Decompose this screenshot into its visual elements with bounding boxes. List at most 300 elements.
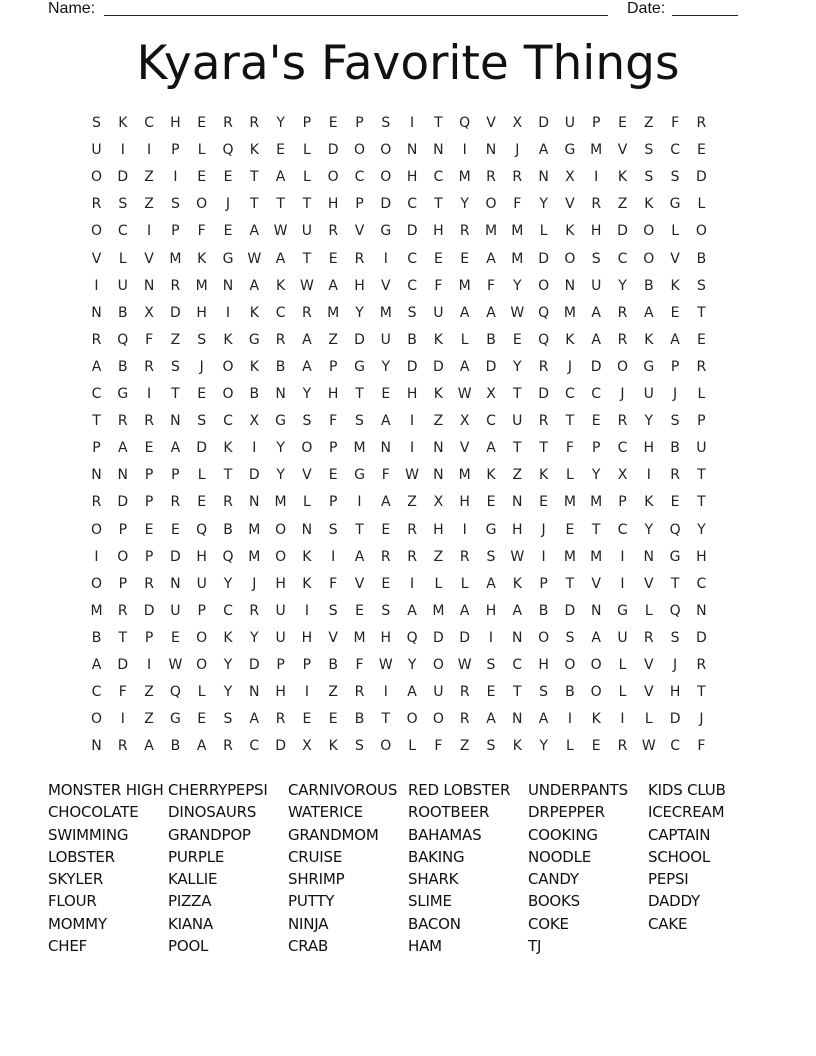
grid-letter[interactable]: R xyxy=(117,738,128,755)
grid-letter[interactable]: M xyxy=(458,169,471,186)
grid-letter[interactable]: B xyxy=(117,358,128,375)
grid-letter[interactable]: D xyxy=(538,250,549,267)
grid-letter[interactable]: P xyxy=(328,494,338,511)
grid-letter[interactable]: D xyxy=(248,467,260,484)
grid-letter[interactable]: C xyxy=(512,657,523,673)
grid-letter[interactable]: O xyxy=(380,169,392,186)
grid-letter[interactable]: D xyxy=(564,602,576,619)
grid-letter[interactable]: Y xyxy=(539,196,548,213)
grid-letter[interactable]: C xyxy=(275,304,286,321)
grid-letter[interactable]: G xyxy=(643,358,655,375)
grid-letter[interactable]: Z xyxy=(144,684,154,701)
grid-letter[interactable]: G xyxy=(617,602,628,619)
grid-letter[interactable]: F xyxy=(329,413,338,430)
grid-letter[interactable]: M xyxy=(458,467,471,484)
grid-letter[interactable]: K xyxy=(433,386,443,402)
grid-letter[interactable]: M xyxy=(353,629,366,646)
grid-letter[interactable]: D xyxy=(485,358,497,375)
grid-letter[interactable]: M xyxy=(563,548,576,565)
grid-letter[interactable]: T xyxy=(565,413,575,430)
grid-letter[interactable]: C xyxy=(565,386,575,402)
grid-letter[interactable]: Q xyxy=(222,142,234,159)
grid-letter[interactable]: R xyxy=(617,304,628,321)
grid-letter[interactable]: R xyxy=(643,629,654,646)
grid-letter[interactable]: E xyxy=(197,115,207,131)
grid-letter[interactable]: A xyxy=(538,142,549,159)
grid-letter[interactable]: U xyxy=(91,142,102,159)
grid-letter[interactable]: E xyxy=(197,386,207,402)
grid-letter[interactable]: P xyxy=(302,115,312,131)
grid-letter[interactable]: B xyxy=(223,521,233,538)
grid-letter[interactable]: C xyxy=(433,169,444,186)
grid-letter[interactable]: C xyxy=(354,169,365,186)
grid-letter[interactable]: S xyxy=(644,142,654,159)
grid-letter[interactable]: E xyxy=(197,494,207,511)
grid-letter[interactable]: W xyxy=(168,657,183,673)
grid-letter[interactable]: N xyxy=(406,142,418,159)
grid-letter[interactable]: A xyxy=(486,575,496,592)
grid-letter[interactable]: P xyxy=(92,440,101,457)
grid-letter[interactable]: X xyxy=(565,169,575,186)
grid-letter[interactable]: Y xyxy=(697,521,706,538)
grid-letter[interactable]: R xyxy=(617,331,628,348)
grid-letter[interactable]: P xyxy=(118,575,128,592)
grid-letter[interactable]: O xyxy=(196,196,208,213)
grid-letter[interactable]: H xyxy=(512,521,523,538)
grid-letter[interactable]: P xyxy=(302,657,312,673)
grid-letter[interactable]: H xyxy=(406,169,418,186)
grid-letter[interactable]: F xyxy=(671,115,680,131)
grid-letter[interactable]: J xyxy=(199,358,204,375)
grid-letter[interactable]: Z xyxy=(170,331,181,348)
grid-letter[interactable]: R xyxy=(249,115,260,131)
grid-letter[interactable]: E xyxy=(670,304,680,321)
grid-letter[interactable]: I xyxy=(147,657,152,673)
grid-letter[interactable]: N xyxy=(512,629,523,646)
grid-letter[interactable]: F xyxy=(486,277,496,294)
grid-letter[interactable]: A xyxy=(249,277,260,294)
grid-letter[interactable]: W xyxy=(405,467,420,484)
grid-letter[interactable]: Q xyxy=(459,115,471,131)
grid-letter[interactable]: E xyxy=(486,494,496,511)
grid-letter[interactable]: I xyxy=(94,277,99,294)
grid-letter[interactable]: D xyxy=(459,629,471,646)
grid-letter[interactable]: Q xyxy=(117,331,129,348)
grid-letter[interactable]: A xyxy=(381,494,391,511)
grid-letter[interactable]: I xyxy=(147,223,152,240)
grid-letter[interactable]: L xyxy=(539,223,548,240)
grid-letter[interactable]: N xyxy=(143,277,155,294)
grid-letter[interactable]: O xyxy=(301,440,313,457)
grid-letter[interactable]: D xyxy=(117,169,129,186)
grid-letter[interactable]: O xyxy=(380,142,392,159)
grid-letter[interactable]: I xyxy=(567,711,572,728)
grid-letter[interactable]: H xyxy=(196,548,207,565)
grid-letter[interactable]: V xyxy=(644,657,654,673)
grid-letter[interactable]: B xyxy=(643,277,654,294)
grid-letter[interactable]: Z xyxy=(617,196,628,213)
grid-letter[interactable]: L xyxy=(302,169,311,186)
grid-letter[interactable]: E xyxy=(381,521,391,538)
grid-letter[interactable]: E xyxy=(591,738,601,755)
grid-letter[interactable]: A xyxy=(644,304,654,321)
grid-letter[interactable]: K xyxy=(223,331,233,348)
grid-letter[interactable]: W xyxy=(247,250,262,267)
grid-letter[interactable]: X xyxy=(486,386,496,402)
grid-letter[interactable]: L xyxy=(302,142,311,159)
grid-letter[interactable]: I xyxy=(383,684,388,701)
grid-letter[interactable]: G xyxy=(117,386,129,402)
grid-letter[interactable]: J xyxy=(515,142,520,159)
grid-letter[interactable]: L xyxy=(197,467,206,484)
grid-letter[interactable]: R xyxy=(696,115,707,131)
grid-letter[interactable]: R xyxy=(223,738,233,755)
grid-letter[interactable]: S xyxy=(223,711,233,728)
grid-letter[interactable]: B xyxy=(170,738,181,755)
grid-letter[interactable]: B xyxy=(275,358,286,375)
grid-letter[interactable]: O xyxy=(90,223,103,240)
grid-letter[interactable]: I xyxy=(594,169,599,186)
grid-letter[interactable]: R xyxy=(170,277,181,294)
grid-letter[interactable]: F xyxy=(329,575,338,592)
grid-letter[interactable]: Y xyxy=(381,358,391,375)
grid-letter[interactable]: Q xyxy=(196,521,208,538)
grid-letter[interactable]: H xyxy=(433,521,444,538)
grid-letter[interactable]: H xyxy=(643,440,655,457)
grid-letter[interactable]: K xyxy=(670,277,680,294)
grid-letter[interactable]: B xyxy=(354,711,365,728)
grid-letter[interactable]: V xyxy=(670,250,680,267)
grid-letter[interactable]: I xyxy=(462,521,467,538)
grid-letter[interactable]: A xyxy=(486,304,496,321)
grid-letter[interactable]: R xyxy=(696,358,707,375)
grid-letter[interactable]: W xyxy=(378,657,393,673)
grid-letter[interactable]: C xyxy=(670,142,680,159)
grid-letter[interactable]: Y xyxy=(618,277,627,294)
grid-letter[interactable]: F xyxy=(565,440,574,457)
grid-letter[interactable]: A xyxy=(249,711,260,728)
grid-letter[interactable]: P xyxy=(697,413,706,430)
grid-letter[interactable]: H xyxy=(459,494,470,511)
grid-letter[interactable]: E xyxy=(565,521,575,538)
grid-letter[interactable]: O xyxy=(432,711,444,728)
grid-letter[interactable]: Q xyxy=(406,629,418,646)
grid-letter[interactable]: Z xyxy=(433,548,444,565)
grid-letter[interactable]: V xyxy=(565,196,575,213)
grid-letter[interactable]: N xyxy=(301,521,313,538)
grid-letter[interactable]: E xyxy=(170,629,180,646)
grid-letter[interactable]: S xyxy=(407,304,417,321)
grid-letter[interactable]: T xyxy=(697,304,706,321)
grid-letter[interactable]: W xyxy=(299,277,314,294)
grid-letter[interactable]: K xyxy=(617,169,628,186)
grid-letter[interactable]: A xyxy=(459,304,470,321)
grid-letter[interactable]: S xyxy=(197,413,207,430)
grid-letter[interactable]: T xyxy=(381,711,391,728)
grid-letter[interactable]: U xyxy=(433,684,444,701)
grid-letter[interactable]: R xyxy=(144,575,154,592)
grid-letter[interactable]: S xyxy=(486,738,496,755)
date-blank-line[interactable] xyxy=(672,15,738,16)
grid-letter[interactable]: C xyxy=(407,277,417,294)
grid-letter[interactable]: M xyxy=(563,494,576,511)
grid-letter[interactable]: V xyxy=(328,629,338,646)
grid-letter[interactable]: O xyxy=(353,142,366,159)
grid-letter[interactable]: Y xyxy=(513,358,522,375)
grid-letter[interactable]: L xyxy=(460,331,469,348)
grid-letter[interactable]: T xyxy=(513,684,522,701)
grid-letter[interactable]: D xyxy=(143,602,155,619)
grid-letter[interactable]: N xyxy=(170,575,181,592)
grid-letter[interactable]: T xyxy=(302,250,312,267)
grid-letter[interactable]: H xyxy=(669,684,681,701)
grid-letter[interactable]: N xyxy=(275,386,286,402)
grid-letter[interactable]: T xyxy=(565,575,575,592)
grid-letter[interactable]: L xyxy=(618,657,627,673)
grid-letter[interactable]: G xyxy=(564,142,576,159)
grid-letter[interactable]: E xyxy=(197,169,207,186)
grid-letter[interactable]: F xyxy=(145,331,154,348)
grid-letter[interactable]: J xyxy=(620,386,625,402)
grid-letter[interactable]: O xyxy=(564,657,576,673)
grid-letter[interactable]: Y xyxy=(407,657,417,673)
grid-letter[interactable]: D xyxy=(354,331,365,348)
grid-letter[interactable]: D xyxy=(590,358,602,375)
grid-letter[interactable]: V xyxy=(617,142,628,159)
grid-letter[interactable]: Q xyxy=(669,602,681,619)
grid-letter[interactable]: C xyxy=(249,738,260,755)
grid-letter[interactable]: T xyxy=(355,386,364,402)
grid-letter[interactable]: M xyxy=(274,494,287,511)
grid-letter[interactable]: C xyxy=(223,602,233,619)
grid-letter[interactable]: O xyxy=(222,386,234,402)
grid-letter[interactable]: R xyxy=(407,521,417,538)
grid-letter[interactable]: T xyxy=(92,413,101,430)
grid-letter[interactable]: D xyxy=(117,657,129,673)
grid-letter[interactable]: R xyxy=(617,738,628,755)
grid-letter[interactable]: B xyxy=(538,602,549,619)
grid-letter[interactable]: O xyxy=(275,521,287,538)
grid-letter[interactable]: W xyxy=(641,738,656,755)
grid-letter[interactable]: H xyxy=(538,657,549,673)
grid-letter[interactable]: H xyxy=(301,629,313,646)
grid-letter[interactable]: D xyxy=(275,738,286,755)
grid-letter[interactable]: Y xyxy=(302,386,312,402)
grid-letter[interactable]: O xyxy=(538,277,550,294)
grid-letter[interactable]: R xyxy=(459,684,470,701)
grid-letter[interactable]: W xyxy=(273,223,288,240)
grid-letter[interactable]: R xyxy=(538,413,549,430)
grid-letter[interactable]: U xyxy=(617,629,628,646)
grid-letter[interactable]: Y xyxy=(591,467,601,484)
grid-letter[interactable]: I xyxy=(620,575,625,592)
grid-letter[interactable]: V xyxy=(144,250,154,267)
grid-letter[interactable]: X xyxy=(302,738,312,755)
grid-letter[interactable]: Y xyxy=(276,440,285,457)
grid-letter[interactable]: D xyxy=(696,629,707,646)
grid-letter[interactable]: Y xyxy=(223,684,233,701)
grid-letter[interactable]: O xyxy=(406,711,418,728)
grid-letter[interactable]: O xyxy=(90,575,103,592)
grid-letter[interactable]: Y xyxy=(355,304,364,321)
grid-letter[interactable]: A xyxy=(407,602,417,619)
grid-letter[interactable]: S xyxy=(92,115,101,131)
grid-letter[interactable]: A xyxy=(302,358,312,375)
grid-letter[interactable]: M xyxy=(353,440,366,457)
grid-letter[interactable]: K xyxy=(433,331,443,348)
grid-letter[interactable]: R xyxy=(380,548,391,565)
grid-letter[interactable]: T xyxy=(171,386,180,402)
grid-letter[interactable]: H xyxy=(354,277,365,294)
grid-letter[interactable]: F xyxy=(197,223,206,240)
grid-letter[interactable]: G xyxy=(222,250,234,267)
grid-letter[interactable]: M xyxy=(432,602,445,619)
grid-letter[interactable]: M xyxy=(590,142,603,159)
grid-letter[interactable]: E xyxy=(355,602,364,619)
grid-letter[interactable]: I xyxy=(410,413,415,430)
grid-letter[interactable]: E xyxy=(460,250,470,267)
grid-letter[interactable]: G xyxy=(169,711,181,728)
grid-letter[interactable]: O xyxy=(616,358,629,375)
grid-letter[interactable]: L xyxy=(302,494,311,511)
grid-letter[interactable]: E xyxy=(512,331,522,348)
grid-letter[interactable]: S xyxy=(670,629,680,646)
grid-letter[interactable]: E xyxy=(328,711,338,728)
grid-letter[interactable]: G xyxy=(248,331,260,348)
grid-letter[interactable]: I xyxy=(147,386,152,402)
grid-letter[interactable]: M xyxy=(511,250,524,267)
grid-letter[interactable]: R xyxy=(249,602,260,619)
grid-letter[interactable]: P xyxy=(591,115,601,131)
grid-letter[interactable]: U xyxy=(433,304,444,321)
grid-letter[interactable]: J xyxy=(699,711,704,728)
grid-letter[interactable]: B xyxy=(91,629,102,646)
grid-letter[interactable]: I xyxy=(120,711,125,728)
grid-letter[interactable]: A xyxy=(170,440,181,457)
grid-letter[interactable]: A xyxy=(591,331,601,348)
grid-letter[interactable]: L xyxy=(197,684,206,701)
grid-letter[interactable]: T xyxy=(434,115,443,131)
grid-letter[interactable]: A xyxy=(407,684,417,701)
grid-letter[interactable]: D xyxy=(327,142,339,159)
grid-letter[interactable]: A xyxy=(670,331,680,348)
grid-letter[interactable]: V xyxy=(91,250,102,267)
grid-letter[interactable]: M xyxy=(379,304,392,321)
grid-letter[interactable]: H xyxy=(406,386,418,402)
grid-letter[interactable]: Y xyxy=(276,115,285,131)
grid-letter[interactable]: P xyxy=(171,223,180,240)
grid-letter[interactable]: I xyxy=(304,602,309,619)
grid-letter[interactable]: A xyxy=(486,250,496,267)
grid-letter[interactable]: P xyxy=(118,521,128,538)
grid-letter[interactable]: O xyxy=(432,657,444,673)
grid-letter[interactable]: K xyxy=(644,494,654,511)
grid-letter[interactable]: X xyxy=(459,413,470,430)
grid-letter[interactable]: W xyxy=(510,548,525,565)
grid-letter[interactable]: V xyxy=(459,440,470,457)
grid-letter[interactable]: W xyxy=(457,657,472,673)
grid-letter[interactable]: Z xyxy=(328,331,338,348)
grid-letter[interactable]: M xyxy=(590,548,603,565)
grid-letter[interactable]: Q xyxy=(669,521,681,538)
grid-letter[interactable]: C xyxy=(670,738,680,755)
grid-letter[interactable]: I xyxy=(620,711,625,728)
grid-letter[interactable]: Y xyxy=(223,575,233,592)
grid-letter[interactable]: P xyxy=(144,467,154,484)
grid-letter[interactable]: D xyxy=(196,440,208,457)
grid-letter[interactable]: O xyxy=(643,223,655,240)
grid-letter[interactable]: K xyxy=(565,331,575,348)
grid-letter[interactable]: N xyxy=(117,467,129,484)
grid-letter[interactable]: B xyxy=(249,386,260,402)
grid-letter[interactable]: J xyxy=(252,575,257,592)
grid-letter[interactable]: A xyxy=(591,304,601,321)
grid-letter[interactable]: Y xyxy=(223,657,233,673)
grid-letter[interactable]: E xyxy=(670,494,680,511)
grid-letter[interactable]: R xyxy=(144,358,154,375)
grid-letter[interactable]: R xyxy=(512,169,523,186)
grid-letter[interactable]: P xyxy=(144,494,154,511)
grid-letter[interactable]: C xyxy=(617,440,628,457)
grid-letter[interactable]: R xyxy=(302,304,312,321)
grid-letter[interactable]: V xyxy=(644,575,654,592)
grid-letter[interactable]: T xyxy=(223,467,233,484)
grid-letter[interactable]: D xyxy=(617,223,628,240)
grid-letter[interactable]: V xyxy=(354,575,365,592)
grid-letter[interactable]: I xyxy=(94,548,99,565)
grid-letter[interactable]: O xyxy=(380,738,392,755)
grid-letter[interactable]: Q xyxy=(222,548,234,565)
grid-letter[interactable]: O xyxy=(485,196,497,213)
grid-letter[interactable]: R xyxy=(223,115,233,131)
grid-letter[interactable]: R xyxy=(91,494,102,511)
grid-letter[interactable]: G xyxy=(354,358,365,375)
grid-letter[interactable]: N xyxy=(91,738,102,755)
grid-letter[interactable]: I xyxy=(462,142,467,159)
grid-letter[interactable]: O xyxy=(90,521,103,538)
grid-letter[interactable]: B xyxy=(486,331,496,348)
grid-letter[interactable]: D xyxy=(170,304,181,321)
grid-letter[interactable]: U xyxy=(170,602,181,619)
grid-letter[interactable]: N xyxy=(249,684,260,701)
grid-letter[interactable]: R xyxy=(91,331,102,348)
grid-letter[interactable]: K xyxy=(249,304,259,321)
grid-letter[interactable]: U xyxy=(512,413,523,430)
grid-letter[interactable]: E xyxy=(486,684,496,701)
grid-letter[interactable]: U xyxy=(564,115,576,131)
grid-letter[interactable]: E xyxy=(144,521,154,538)
grid-letter[interactable]: I xyxy=(646,467,651,484)
grid-letter[interactable]: O xyxy=(222,358,234,375)
grid-letter[interactable]: S xyxy=(670,413,680,430)
grid-letter[interactable]: Z xyxy=(644,115,654,131)
grid-letter[interactable]: D xyxy=(170,548,181,565)
grid-letter[interactable]: W xyxy=(510,304,525,321)
grid-letter[interactable]: E xyxy=(170,521,180,538)
grid-letter[interactable]: Y xyxy=(460,196,469,213)
grid-letter[interactable]: V xyxy=(381,277,391,294)
grid-letter[interactable]: B xyxy=(407,331,417,348)
grid-letter[interactable]: M xyxy=(484,223,498,240)
grid-letter[interactable]: N xyxy=(170,413,181,430)
grid-letter[interactable]: D xyxy=(406,223,418,240)
grid-letter[interactable]: I xyxy=(410,440,415,457)
grid-letter[interactable]: O xyxy=(564,250,576,267)
grid-letter[interactable]: P xyxy=(171,467,180,484)
grid-letter[interactable]: H xyxy=(170,115,181,131)
grid-letter[interactable]: G xyxy=(669,548,681,565)
grid-letter[interactable]: H xyxy=(433,223,444,240)
